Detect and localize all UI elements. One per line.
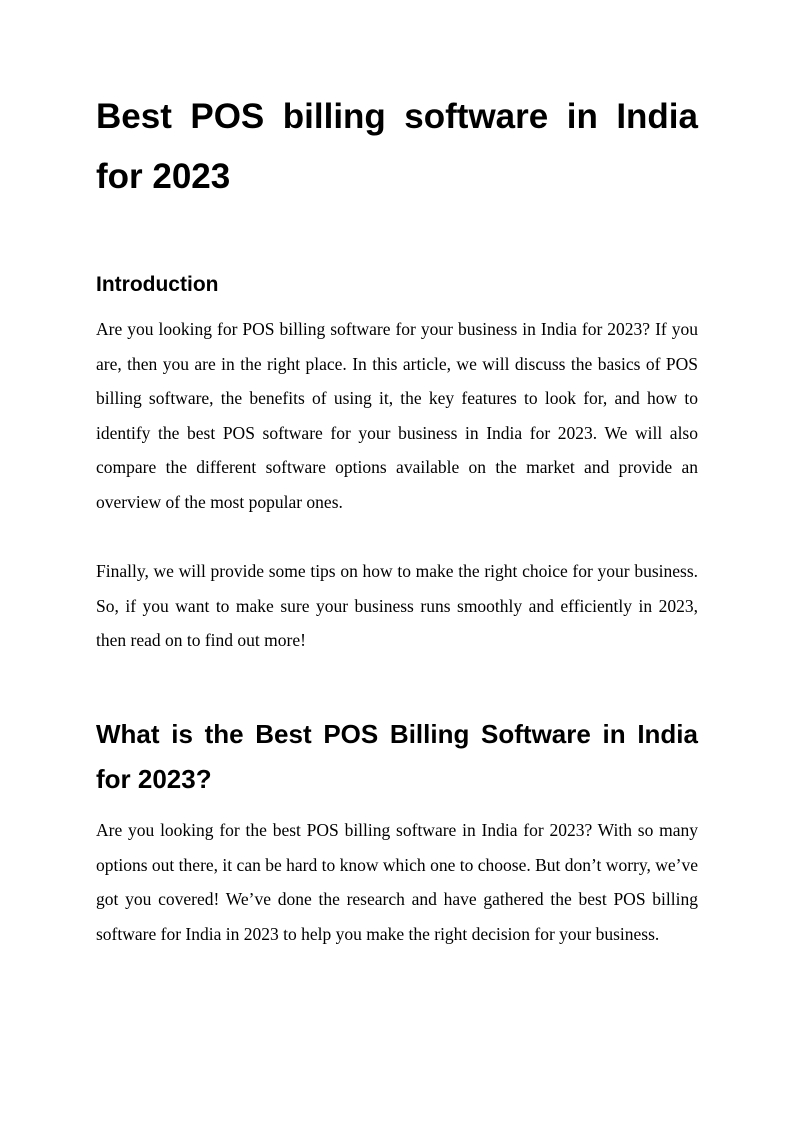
paragraph: Are you looking for the best POS billing software in India for 2023? With so many options out there, it can be hard to know which one to choose. But don’t worry, we’ve got you covered! We’ve done the research and have gathered the best POS billing software for India in 2023 to help you make the right decision for your business. [96,820,698,944]
paragraph: Finally, we will provide some tips on how to make the right choice for your business. So, if you want to make sure your business runs smoothly and efficiently in 2023, then read on to find out more! [96,561,698,651]
section-heading-introduction: Introduction [96,273,219,296]
paragraph: Are you looking for POS billing software for your business in India for 2023? If you are, then you are in the right place. In this article, we will discuss the basics of POS billing software, the benefits of using it, the key features to look for, and how to identify the best POS software for your business in India for 2023. We will also compare the different software options available on the market and provide an overview of the most popular ones. [96,319,698,512]
section-heading-best-pos: What is the Best POS Billing Software in India for 2023? [96,719,698,794]
document-title: Best POS billing software in India for 2023 [96,97,698,196]
